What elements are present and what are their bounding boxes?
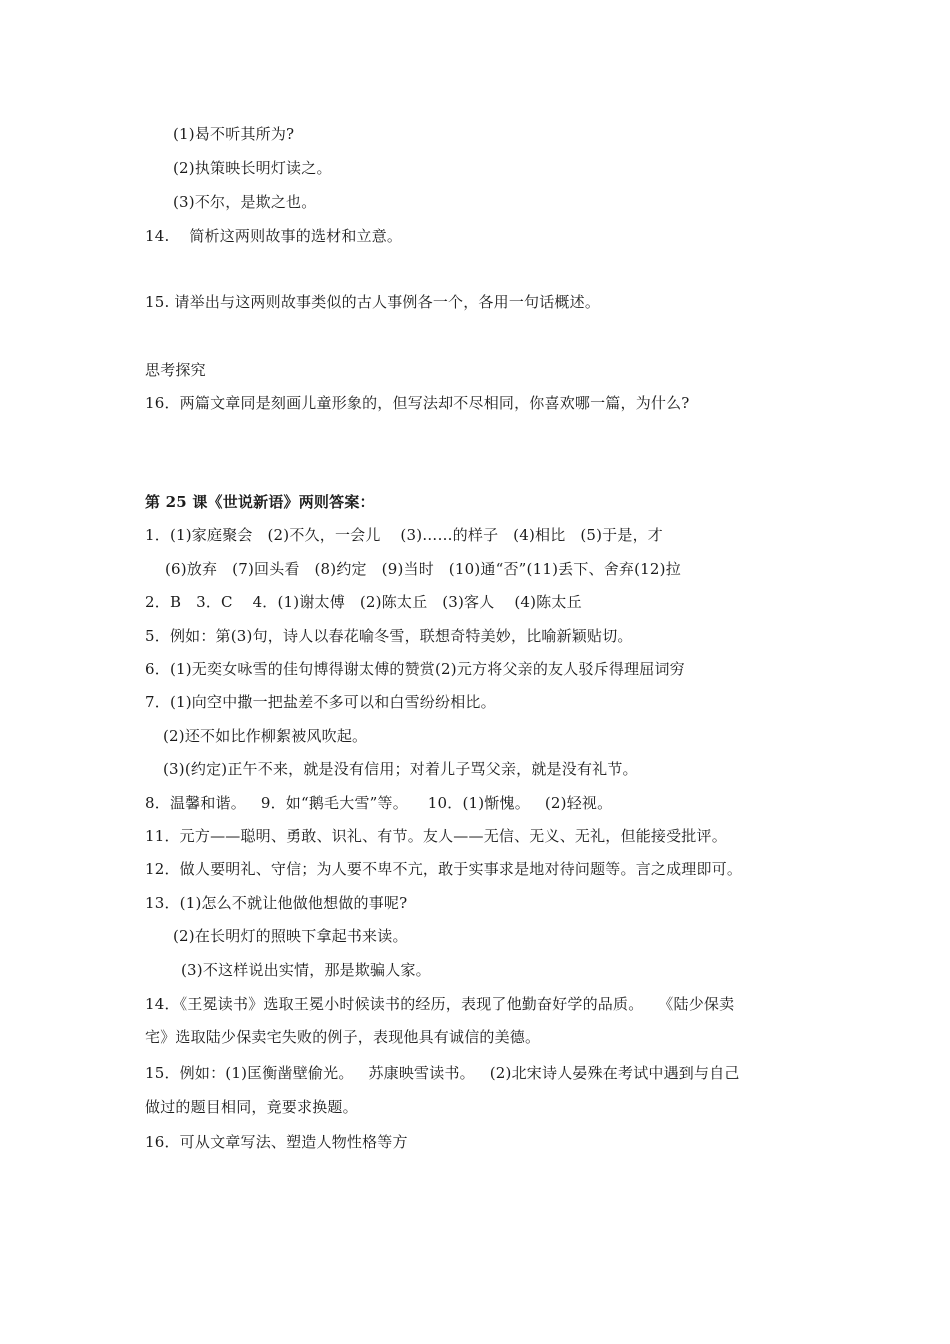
answer-6: 6．(1)无奕女咏雪的佳句博得谢太傅的赞赏(2)元方将父亲的友人驳斥得理屈词穷: [145, 660, 685, 678]
question-13-item-3: (3)不尔，是欺之也。: [173, 193, 317, 211]
answer-2-4: 2．B 3．C 4．(1)谢太傅 (2)陈太丘 (3)客人 (4)陈太丘: [145, 593, 582, 611]
answer-7-2: (2)还不如比作柳絮被风吹起。: [163, 727, 368, 745]
question-13-item-1: (1)曷不听其所为?: [173, 125, 295, 143]
answer-12: 12．做人要明礼、守信；为人要不卑不亢，敢于实事求是地对待问题等。言之成理即可。: [145, 860, 743, 878]
question-13-item-2: (2)执策映长明灯读之。: [173, 159, 332, 177]
answer-5: 5．例如：第(3)句，诗人以春花喻冬雪，联想奇特美妙，比喻新颖贴切。: [145, 627, 633, 645]
answer-7-3: (3)(约定)正午不来，就是没有信用；对着儿子骂父亲，就是没有礼节。: [163, 760, 638, 778]
answer-8-10: 8．温馨和谐。 9．如“鹅毛大雪”等。 10．(1)惭愧。 (2)轻视。: [145, 794, 613, 812]
question-15: 15. 请举出与这两则故事类似的古人事例各一个，各用一句话概述。: [145, 293, 601, 311]
answer-1-line-2: (6)放弃 (7)回头看 (8)约定 (9)当时 (10)通“否”(11)丢下、舍弃(12)拉: [165, 560, 681, 578]
answer-13-3: (3)不这样说出实情，那是欺骗人家。: [181, 961, 431, 979]
answer-7-1: 7．(1)向空中撒一把盐差不多可以和白雪纷纷相比。: [145, 693, 496, 711]
answer-13-2: (2)在长明灯的照映下拿起书来读。: [173, 927, 408, 945]
answer-11: 11．元方——聪明、勇敢、识礼、有节。友人——无信、无义、无礼，但能接受批评。: [145, 827, 727, 845]
answer-1-line-1: 1．(1)家庭聚会 (2)不久，一会儿 (3)……的样子 (4)相比 (5)于是，才: [145, 526, 663, 544]
answer-13-1: 13．(1)怎么不就让他做他想做的事呢?: [145, 894, 408, 912]
answer-14-line-2: 宅》选取陆少保卖宅失败的例子，表现他具有诚信的美德。: [145, 1028, 541, 1046]
answer-15-line-2: 做过的题目相同，竟要求换题。: [145, 1098, 358, 1116]
question-16: 16．两篇文章同是刻画儿童形象的，但写法却不尽相同，你喜欢哪一篇，为什么?: [145, 394, 690, 412]
section-heading: 思考探究: [145, 361, 206, 379]
answer-16: 16．可从文章写法、塑造人物性格等方: [145, 1133, 408, 1151]
answers-title: 第 25 课《世说新语》两则答案：: [145, 493, 375, 511]
question-14: 14. 简析这两则故事的选材和立意。: [145, 227, 403, 245]
answer-14-line-1: 14．《王冕读书》选取王冕小时候读书的经历，表现了他勤奋好学的品质。 《陆少保卖: [145, 995, 735, 1013]
answer-15-line-1: 15．例如：(1)匡衡凿壁偷光。 苏康映雪读书。 (2)北宋诗人晏殊在考试中遇到与自己: [145, 1064, 740, 1082]
